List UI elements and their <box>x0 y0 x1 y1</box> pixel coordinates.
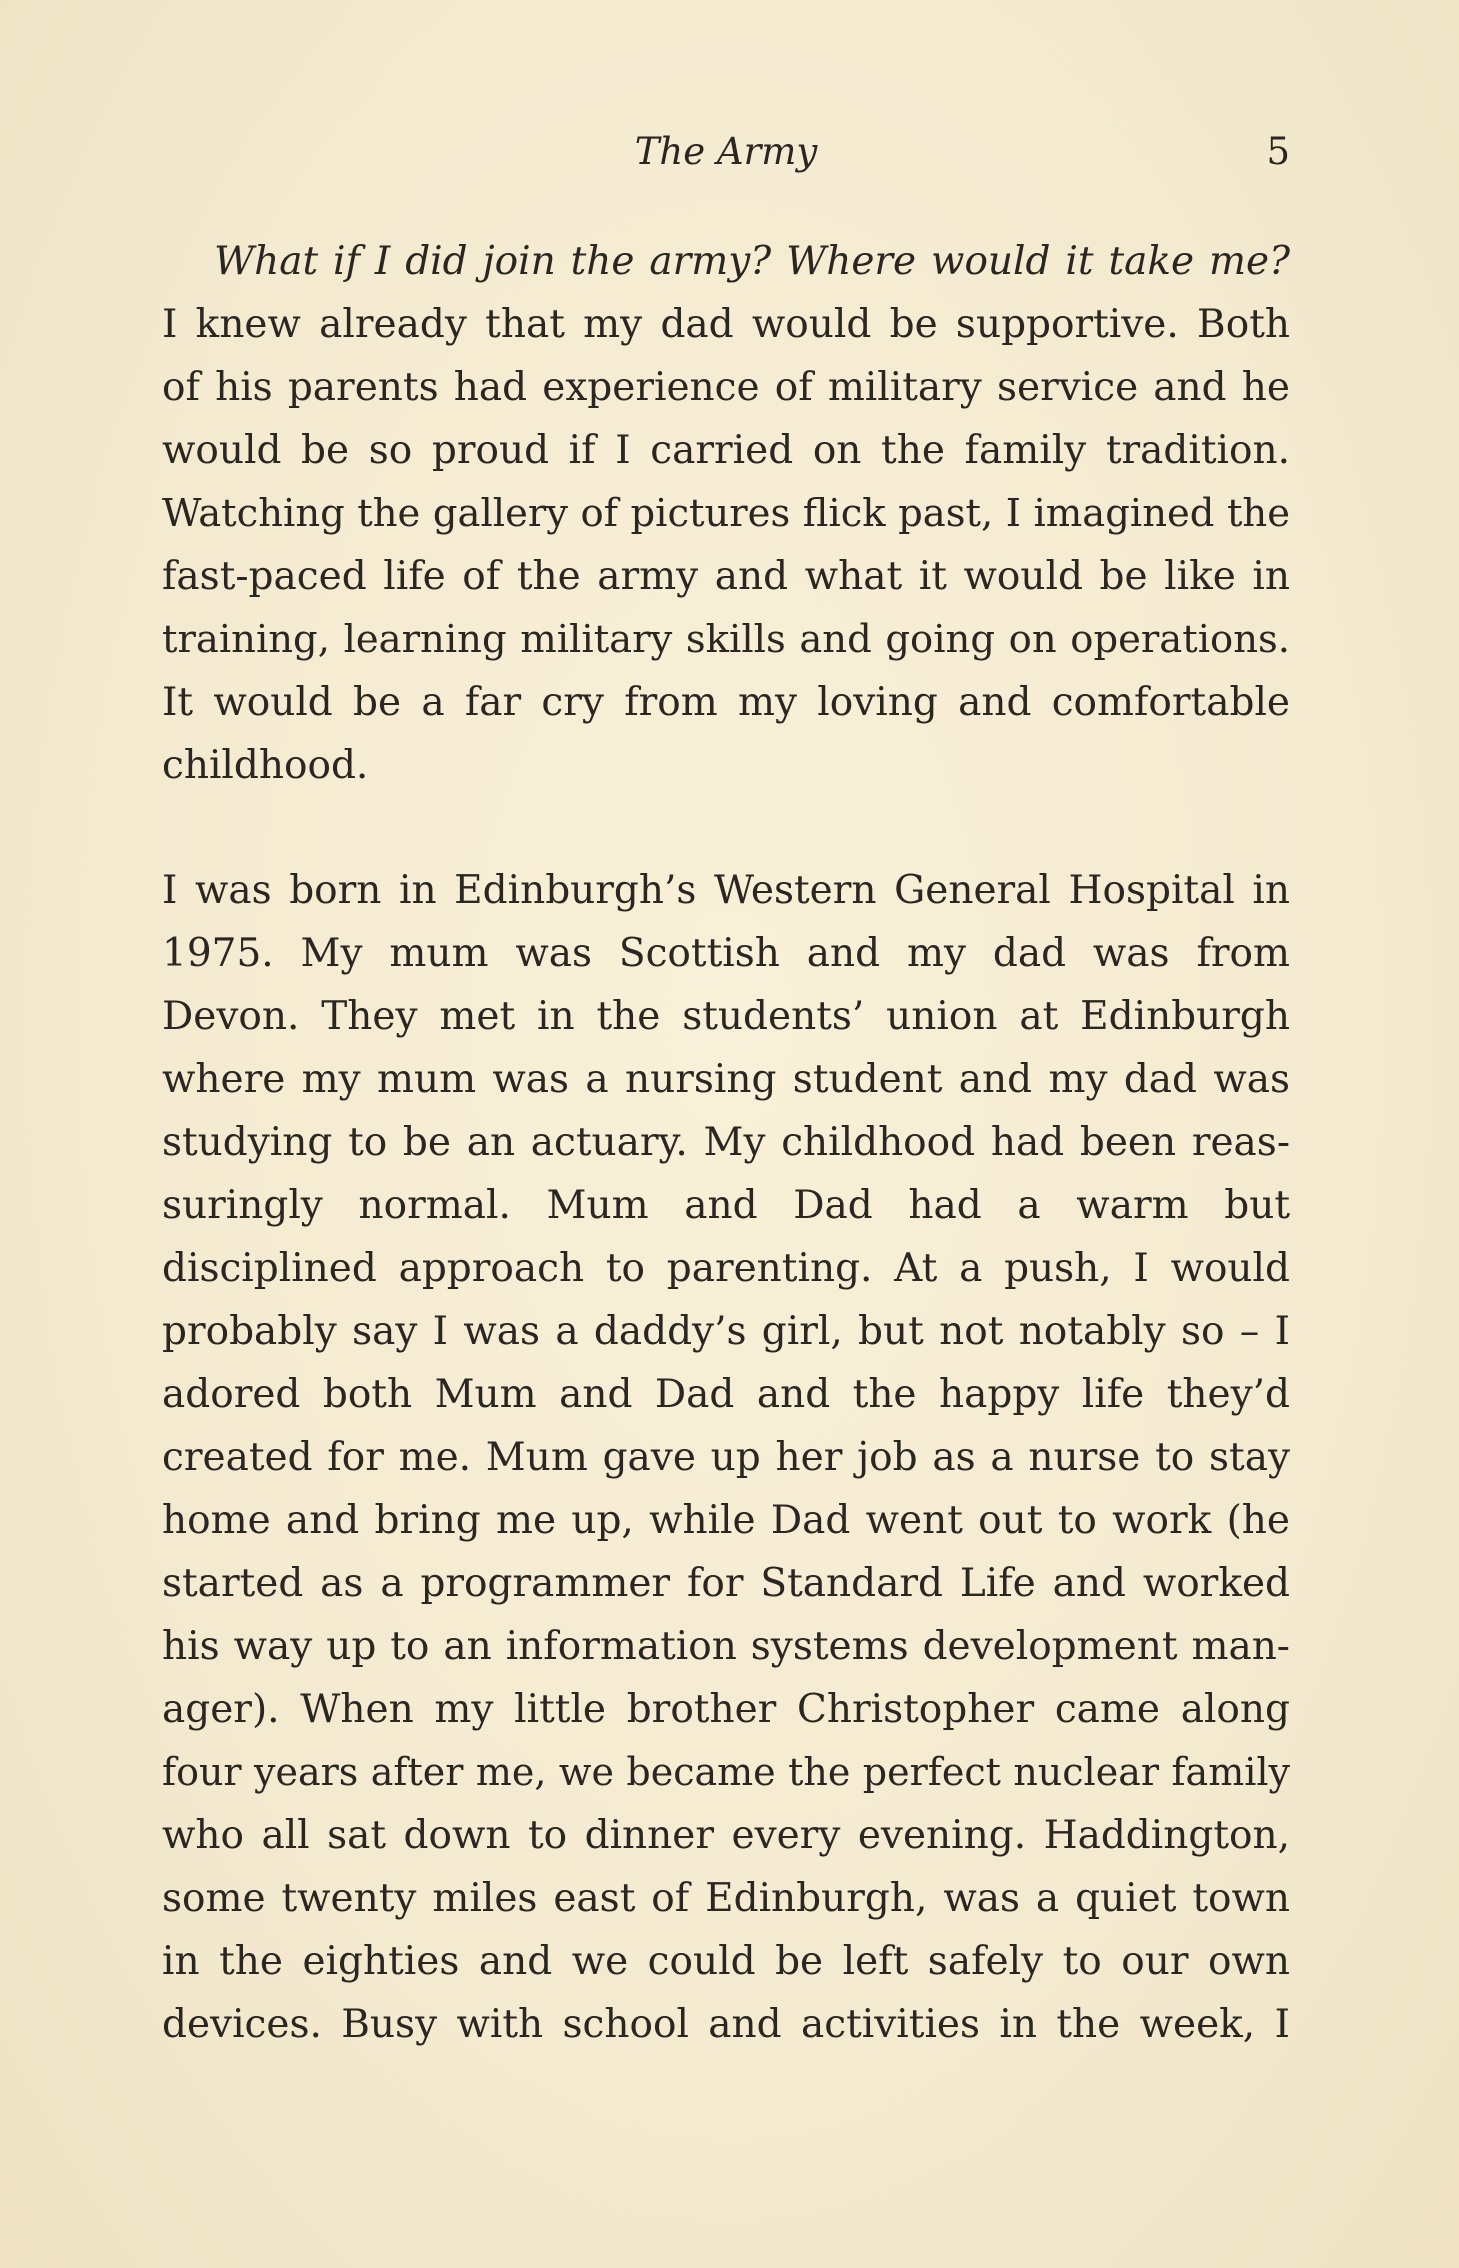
text-line: training, learning military skills and going on operations. <box>162 617 1290 662</box>
text-line: home and bring me up, while Dad went out to work (he <box>162 1498 1290 1543</box>
page-header <box>162 122 1290 182</box>
text-line: What if I did join the army? Where would it take me? <box>214 239 1290 284</box>
text-line: would be so proud if I carried on the family tradition. <box>162 428 1290 473</box>
text-line: I was born in Edinburgh’s Western General Hospital in <box>162 868 1290 913</box>
text-line: who all sat down to dinner every evening. Haddington, <box>162 1813 1290 1858</box>
text-line: disciplined approach to parenting. At a push, I would <box>162 1246 1290 1291</box>
text-line: four years after me, we became the perfect nuclear family <box>162 1750 1290 1794</box>
text-line: suringly normal. Mum and Dad had a warm but <box>162 1183 1290 1228</box>
text-line: 1975. My mum was Scottish and my dad was from <box>162 931 1290 976</box>
text-line: studying to be an actuary. My childhood had been reas- <box>162 1120 1290 1165</box>
text-line: adored both Mum and Dad and the happy life they’d <box>162 1372 1290 1417</box>
text-line: It would be a far cry from my loving and comfortable <box>162 680 1290 725</box>
text-line: his way up to an information systems development man- <box>162 1624 1290 1669</box>
text-line: created for me. Mum gave up her job as a nurse to stay <box>162 1435 1290 1480</box>
text-line: probably say I was a daddy’s girl, but not notably so – I <box>162 1309 1290 1354</box>
text-line: Devon. They met in the students’ union at Edinburgh <box>162 994 1290 1039</box>
text-line: ager). When my little brother Christopher came along <box>162 1687 1290 1732</box>
text-line: some twenty miles east of Edinburgh, was a quiet town <box>162 1876 1290 1921</box>
page-number: 5 <box>1266 130 1290 173</box>
text-line: started as a programmer for Standard Life and worked <box>162 1561 1290 1606</box>
text-line: devices. Busy with school and activities in the week, I <box>162 2002 1290 2047</box>
text-line: I knew already that my dad would be supportive. Both <box>162 302 1290 347</box>
body-text <box>162 230 1290 2056</box>
section-break <box>162 797 1290 859</box>
paragraph-1 <box>162 230 1290 797</box>
text-line: of his parents had experience of military service and he <box>162 365 1290 410</box>
text-line: in the eighties and we could be left safely to our own <box>162 1939 1290 1984</box>
paragraph-2 <box>162 859 1290 2056</box>
text-line: where my mum was a nursing student and my dad was <box>162 1057 1290 1102</box>
text-line: fast-paced life of the army and what it would be like in <box>162 554 1290 599</box>
running-head: The Army <box>634 130 818 173</box>
text-line: Watching the gallery of pictures flick past, I imagined the <box>162 491 1290 536</box>
text-line: childhood. <box>162 743 369 788</box>
